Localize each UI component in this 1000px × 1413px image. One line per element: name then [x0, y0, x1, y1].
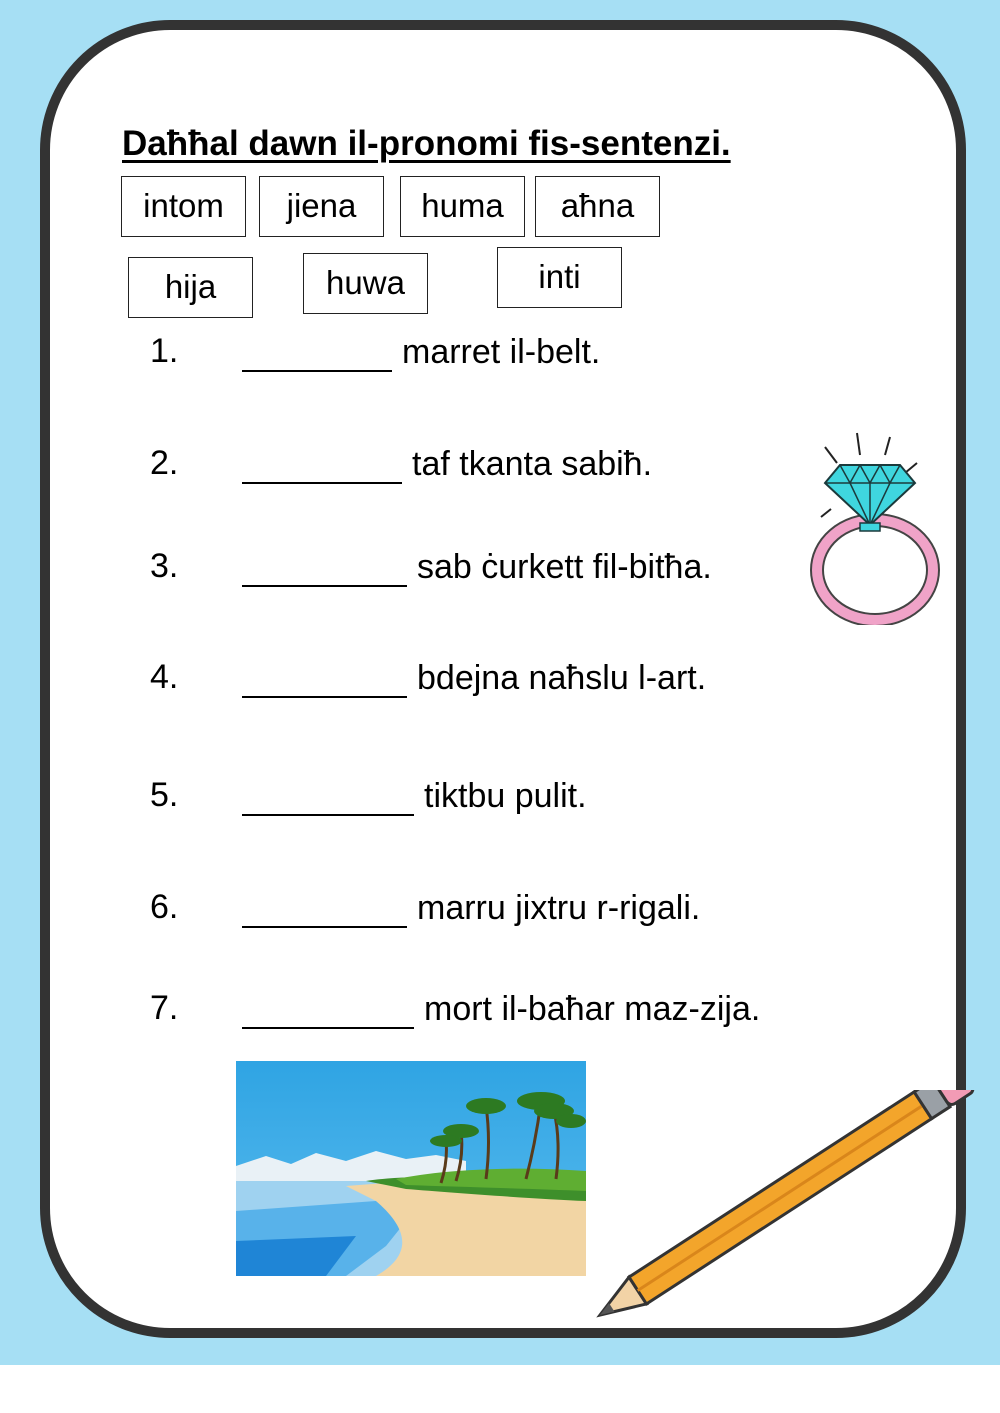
pencil-icon: [590, 1090, 980, 1330]
answer-blank[interactable]: [242, 888, 407, 928]
word-bank-item[interactable]: hija: [128, 257, 253, 318]
question-text: mort il-baħar maz-zija.: [424, 990, 761, 1028]
word-bank-item[interactable]: huwa: [303, 253, 428, 314]
beach-illustration: [236, 1061, 586, 1276]
question-number: 6.: [150, 888, 179, 926]
question-row: [0, 989, 1000, 1039]
question-number: 3.: [150, 547, 179, 585]
answer-blank[interactable]: [242, 547, 407, 587]
question-text: taf tkanta sabiħ.: [412, 445, 653, 483]
answer-blank[interactable]: [242, 658, 407, 698]
answer-blank[interactable]: [242, 989, 414, 1029]
word-bank-item[interactable]: aħna: [535, 176, 660, 237]
question-row: [0, 776, 1000, 826]
question-text: bdejna naħslu l-art.: [417, 659, 707, 697]
question-number: 1.: [150, 332, 179, 370]
question-row: [0, 332, 1000, 382]
word-bank-item[interactable]: huma: [400, 176, 525, 237]
question-number: 5.: [150, 776, 179, 814]
question-text: tiktbu pulit.: [424, 777, 587, 815]
answer-blank[interactable]: [242, 332, 392, 372]
diamond-ring-icon: [805, 425, 945, 625]
answer-blank[interactable]: [242, 776, 414, 816]
question-row: [0, 658, 1000, 708]
question-text: sab ċurkett fil-bitħa.: [417, 548, 712, 586]
word-bank-item[interactable]: inti: [497, 247, 622, 308]
question-number: 4.: [150, 658, 179, 696]
question-number: 7.: [150, 989, 179, 1027]
question-text: marret il-belt.: [402, 333, 601, 371]
question-number: 2.: [150, 444, 179, 482]
word-bank-item[interactable]: jiena: [259, 176, 384, 237]
answer-blank[interactable]: [242, 444, 402, 484]
word-bank-item[interactable]: intom: [121, 176, 246, 237]
question-text: marru jixtru r-rigali.: [417, 889, 701, 927]
worksheet-title: Daħħal dawn il-pronomi fis-sentenzi.: [122, 124, 731, 163]
question-row: [0, 888, 1000, 938]
